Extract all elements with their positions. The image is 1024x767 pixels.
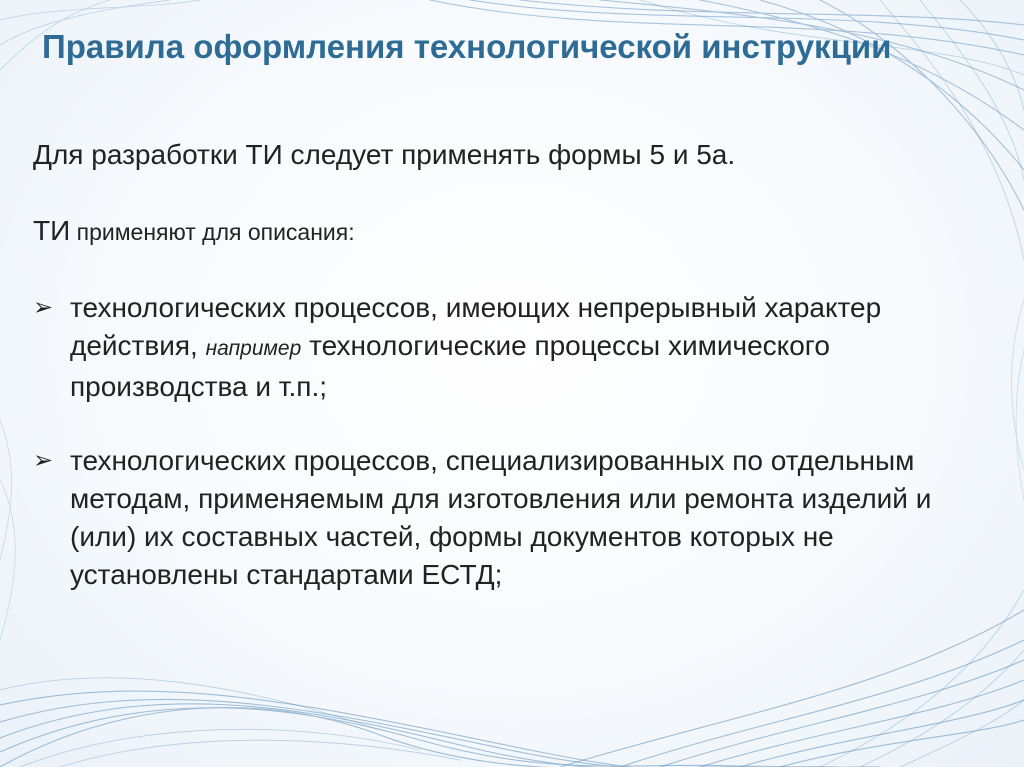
arrow-bullet-icon: ➢ [33,447,54,474]
usage-lead-abbr: ТИ [33,215,71,246]
intro-text: Для разработки ТИ следует применять формы 5 и 5а. [33,139,736,170]
bullet-text-part: технологические процессы химического производства и т.п.; [70,330,830,402]
bullet-example-label: например [205,337,302,360]
bullet-text: технологических процессов, специализированных по отдельным методам, применяемым для изготовления или ремонта изделий и (или) их составных частей, формы документов которых не установлены стандартами ЕСТД; [70,445,932,590]
bullet-text-part: технологических процессов, имеющих непрерывный характер действия, [70,292,882,361]
bullet-item-continuous-processes [33,289,983,406]
usage-lead [33,212,983,251]
arrow-bullet-icon: ➢ [33,294,54,321]
slide-body [33,136,983,594]
usage-lead-rest: применяют для описания: [70,219,355,245]
bullet-item-specialized-processes [33,442,983,594]
slide-title: Правила оформления технологической инструкции [42,28,892,65]
